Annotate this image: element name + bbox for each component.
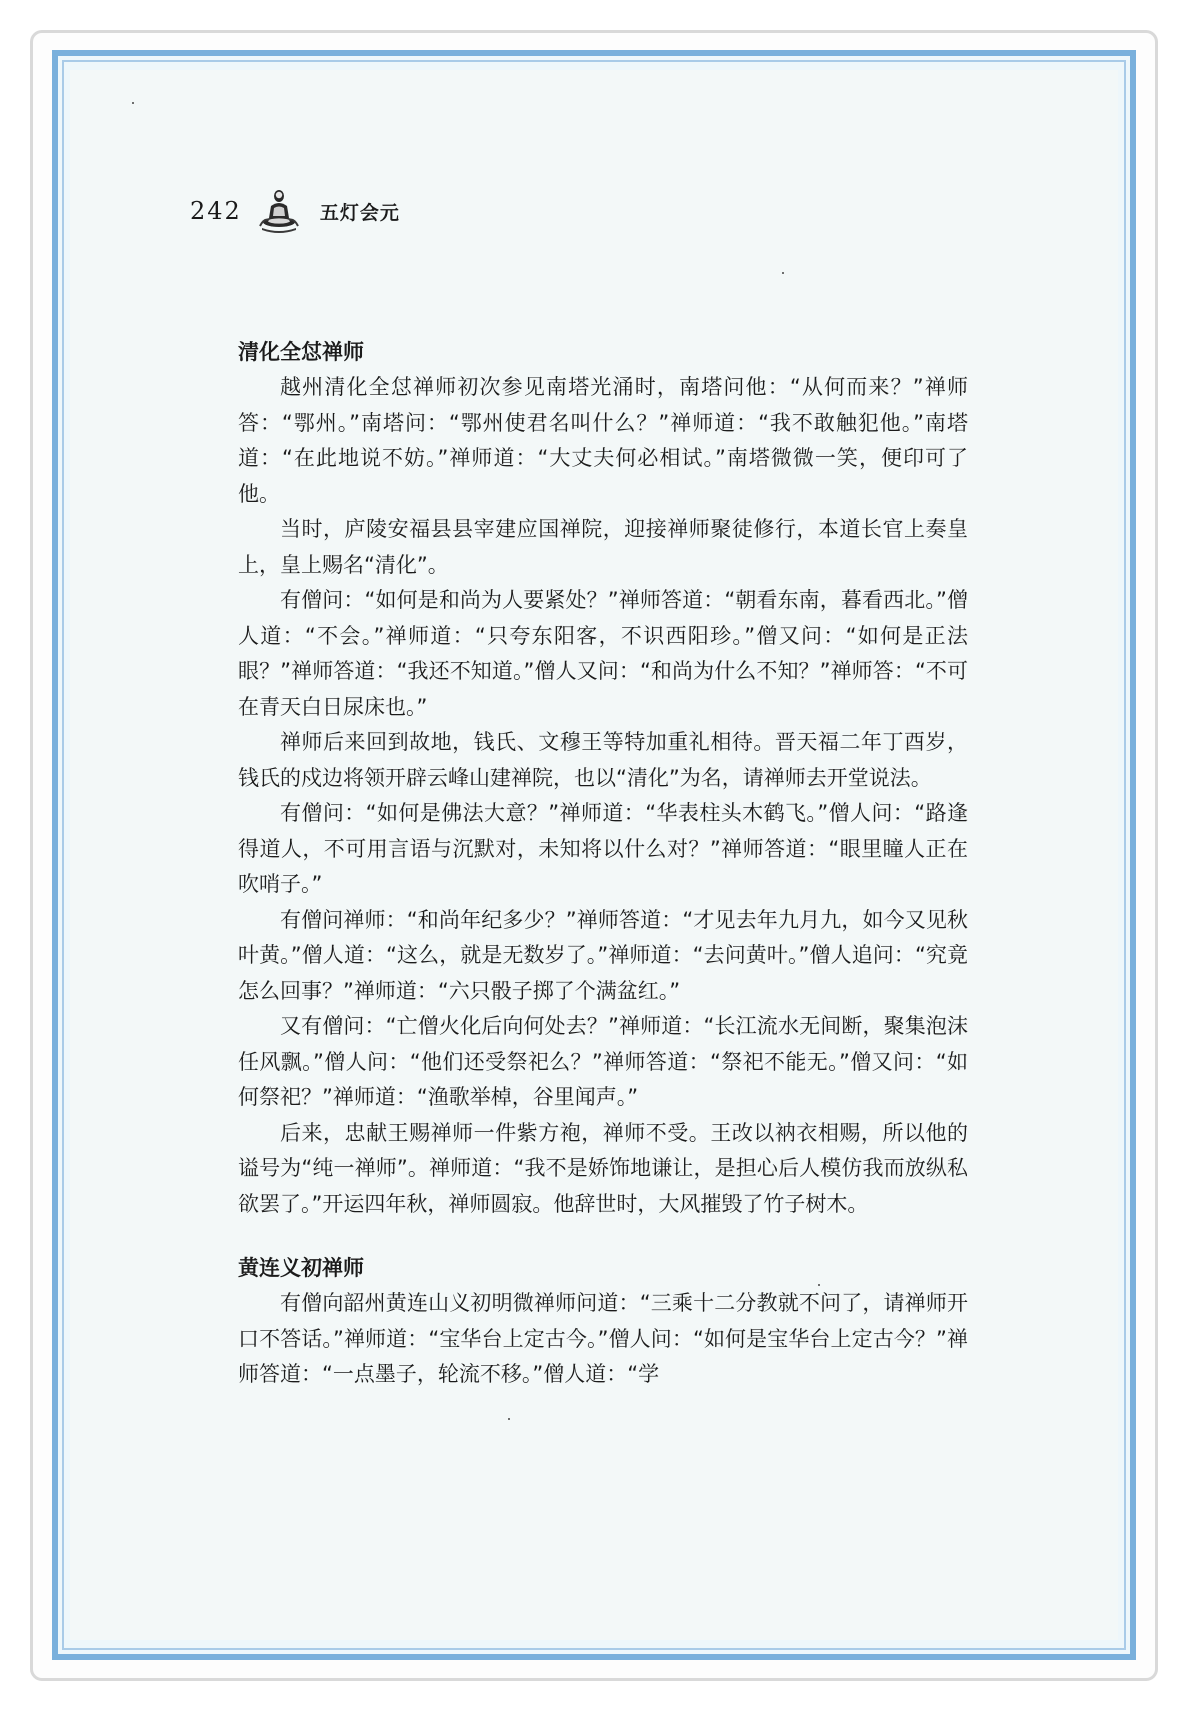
scan-speck — [132, 102, 134, 104]
paragraph: 当时，庐陵安福县县宰建应国禅院，迎接禅师聚徒修行，本道长官上奏皇上，皇上赐名“清化”。 — [238, 517, 968, 577]
paragraph: 禅师后来回到故地，钱氏、文穆王等特加重礼相待。晋天福二年丁酉岁，钱氏的戍边将领开辟云峰山建禅院，也以“清化”为名，请禅师去开堂说法。 — [238, 730, 968, 790]
section-title: 黄连义初禅师 — [238, 1256, 364, 1280]
page-number: 242 — [190, 197, 242, 225]
paragraph: 后来，忠献王赐禅师一件紫方袍，禅师不受。王改以衲衣相赐，所以他的谥号为“纯一禅师”。禅师道：“我不是娇饰地谦让，是担心后人模仿我而放纵私欲罢了。”开运四年秋，禅师圆寂。他辞世时，大风摧毁了竹子树木。 — [238, 1120, 968, 1216]
section-title: 清化全怤禅师 — [238, 340, 364, 364]
seated-buddha-icon — [256, 188, 302, 234]
paragraph: 有僧问：“如何是佛法大意？”禅师道：“华表柱头木鹤飞。”僧人问：“路逢得道人，不可用言语与沉默对，未知将以什么对？”禅师答道：“眼里瞳人正在吹哨子。” — [238, 801, 968, 896]
book-title: 五灯会元 — [319, 201, 400, 224]
section-spacer — [238, 1222, 968, 1250]
scan-speck — [782, 272, 784, 274]
page-body — [238, 334, 968, 1393]
paragraph: 又有僧问：“亡僧火化后向何处去？”禅师道：“长江流水无间断，聚集泡沫任风飘。”僧人问：“他们还受祭祀么？”禅师答道：“祭祀不能无。”僧又问：“如何祭祀？”禅师道：“渔歌举棹，谷里闻声。” — [238, 1014, 968, 1109]
paragraph: 有僧向韶州黄连山义初明微禅师问道：“三乘十二分教就不问了，请禅师开口不答话。”禅师道：“宝华台上定古今。”僧人问：“如何是宝华台上定古今？”禅师答道：“一点墨子，轮流不移。”僧人道：“学 — [238, 1291, 968, 1386]
paragraph: 有僧问禅师：“和尚年纪多少？”禅师答道：“才见去年九月九，如今又见秋叶黄。”僧人道：“这么，就是无数岁了。”禅师道：“去问黄叶。”僧人追问：“究竟怎么回事？”禅师道：“六只骰子掷了个满盆红。” — [238, 907, 968, 1003]
scan-speck — [508, 1418, 510, 1420]
paragraph: 有僧问：“如何是和尚为人要紧处？”禅师答道：“朝看东南，暮看西北。”僧人道：“不会。”禅师道：“只夸东阳客，不识西阳珍。”僧又问：“如何是正法眼？”禅师答道：“我还不知道。”僧人又问：“和尚为什么不知？”禅师答：“不可在青天白日尿床也。” — [238, 588, 968, 719]
page-header — [190, 188, 400, 234]
paragraph: 越州清化全怤禅师初次参见南塔光涌时，南塔问他：“从何而来？”禅师答：“鄂州。”南塔问：“鄂州使君名叫什么？”禅师道：“我不敢触犯他。”南塔道：“在此地说不妨。”禅师道：“大丈夫何必相试。”南塔微微一笑，便印可了他。 — [238, 375, 968, 506]
